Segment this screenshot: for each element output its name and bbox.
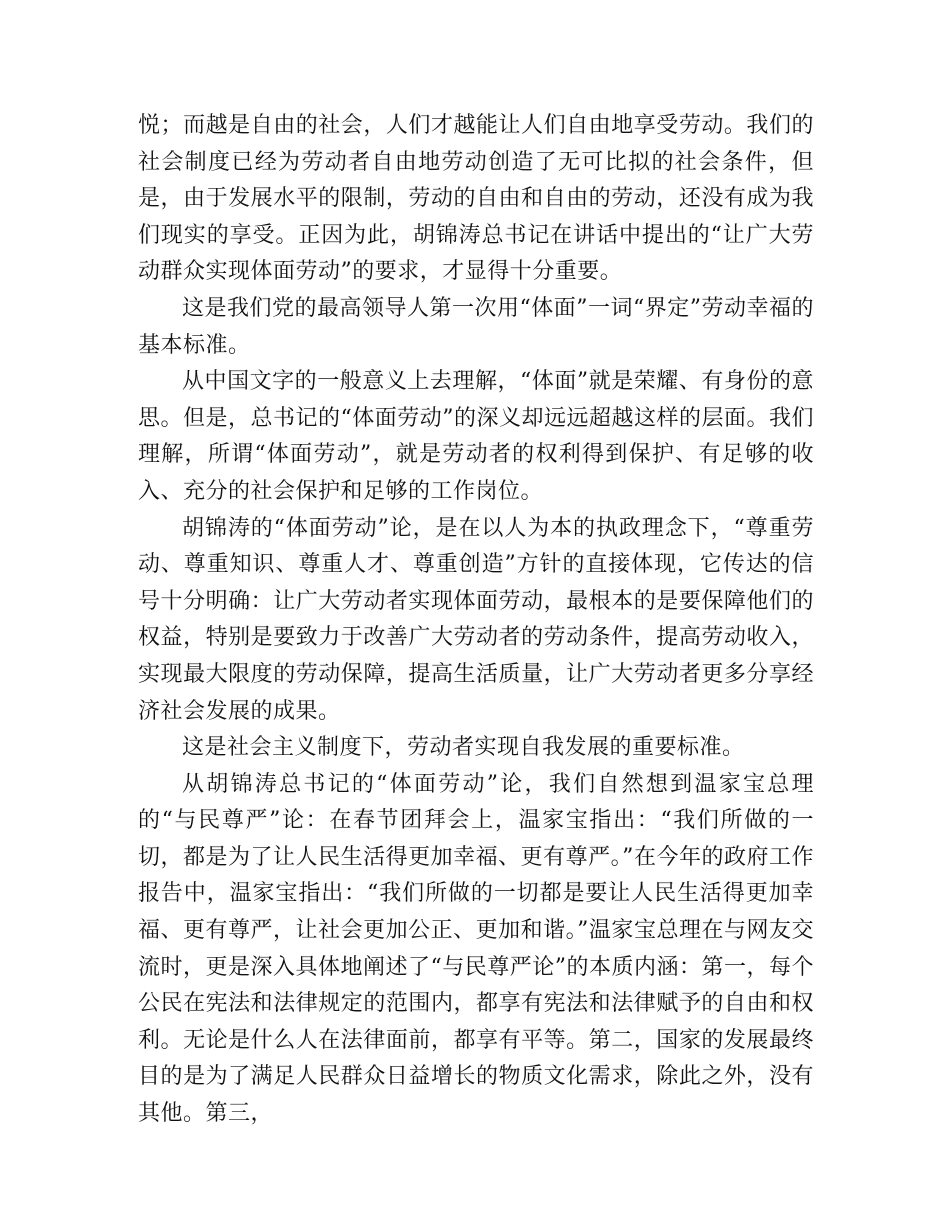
paragraph-policy: 胡锦涛的“体面劳动”论，是在以人为本的执政理念下，“尊重劳动、尊重知识、尊重人才、尊重创造”方针的直接体现，它传达的信号十分明确：让广大劳动者实现体面劳动，最根本的是要保障他们的权益，特别是要致力于改善广大劳动者的劳动条件，提高劳动收入，实现最大限度的劳动保障，提高生活质量，让广大劳动者更多分享经济社会发展的成果。 [138,515,814,724]
paragraph-dignity: 从胡锦涛总书记的“体面劳动”论，我们自然想到温家宝总理的“与民尊严”论：在春节团拜会上，温家宝指出：“我们所做的一切，都是为了让人民生活得更加幸福、更有尊严。”在今年的政府工作报告中，温家宝指出：“我们所做的一切都是要让人民生活得更加幸福、更有尊严，让社会更加公正、更加和谐。”温家宝总理在与网友交流时，更是深入具体地阐述了“与民尊严论”的本质内涵：第一，每个公民在宪法和法律规定的范围内，都享有宪法和法律赋予的自由和权利。无论是什么人在法律面前，都享有平等。第二，国家的发展最终目的是为了满足人民群众日益增长的物质文化需求，除此之外，没有其他。第三， [138,771,814,1127]
paragraph-meaning: 从中国文字的一般意义上去理解，“体面”就是荣耀、有身份的意思。但是，总书记的“体面劳动”的深义却远远超越这样的层面。我们理解，所谓“体面劳动”，就是劳动者的权利得到保护、有足够的收入、充分的社会保护和足够的工作岗位。 [138,369,814,504]
paragraph-standard: 这是社会主义制度下，劳动者实现自我发展的重要标准。 [182,735,745,761]
document-body [138,108,814,1133]
paragraph-first-definition: 这是我们党的最高领导人第一次用“体面”一词“界定”劳动幸福的基本标准。 [138,295,814,358]
paragraph-continued: 悦；而越是自由的社会，人们才越能让人们自由地享受劳动。我们的社会制度已经为劳动者自由地劳动创造了无可比拟的社会条件，但是，由于发展水平的限制，劳动的自由和自由的劳动，还没有成为我们现实的享受。正因为此，胡锦涛总书记在讲话中提出的“让广大劳动群众实现体面劳动”的要求，才显得十分重要。 [138,113,814,285]
